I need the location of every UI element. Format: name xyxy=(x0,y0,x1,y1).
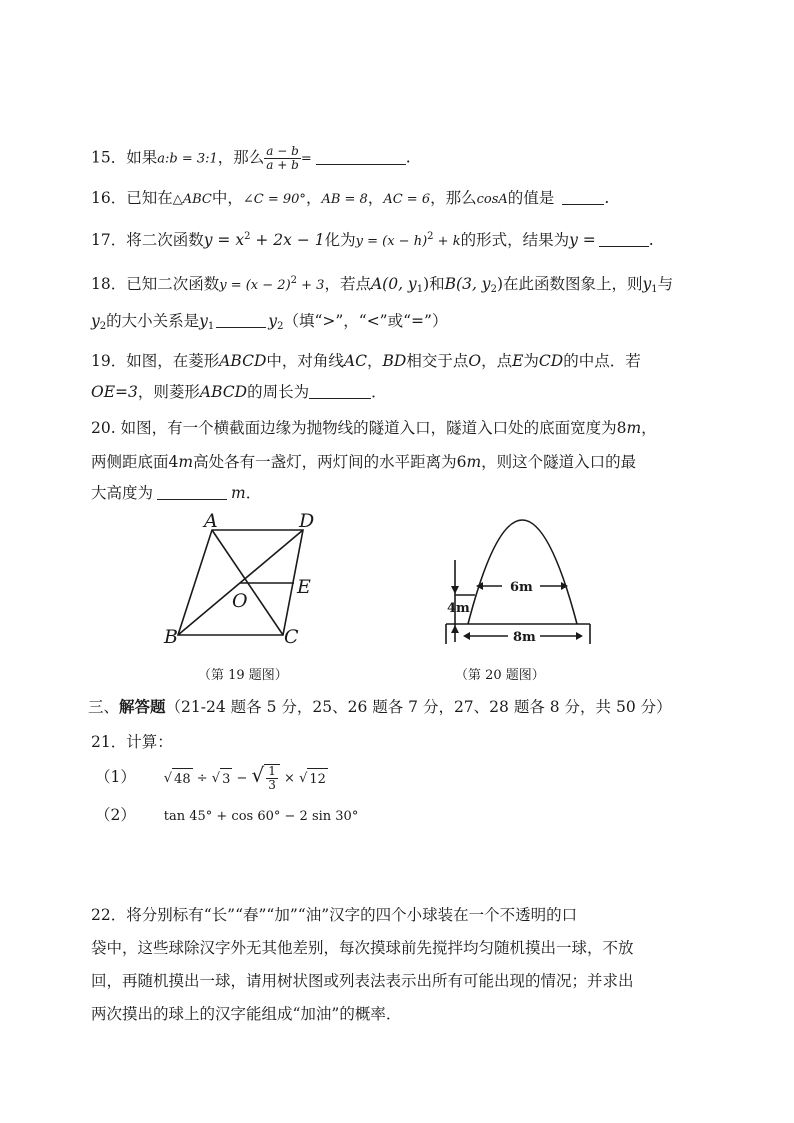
q16-cos: cosA xyxy=(476,192,508,207)
q17-fn-exp: 2 xyxy=(244,231,251,242)
q18-point-b-sub: 2 xyxy=(490,284,497,295)
q18-l2-y2b-sub: 2 xyxy=(277,321,284,332)
figure-20-caption: （第 20 题图） xyxy=(455,668,545,683)
arrow-left-8m-icon xyxy=(463,632,470,640)
q18-fn-a: y = (x − 2) xyxy=(219,278,291,293)
q19-abcd2: ABCD xyxy=(199,383,248,401)
q21-sqrt-third: √ $\frac{1}{3}$ xyxy=(252,764,280,792)
q21-p2-expr: tan 45° + cos 60° − 2 sin 30° xyxy=(163,809,359,824)
q18-prefix: 18．已知二次函数 xyxy=(91,275,220,293)
q19-bd: BD xyxy=(382,352,407,370)
q18-l2-y2-sub: 2 xyxy=(99,321,107,332)
q16-comma2: ， xyxy=(367,189,384,207)
q16-answer-blank[interactable] xyxy=(562,190,604,205)
q18-l2-y2b: y xyxy=(268,312,278,330)
q19-l1f: 为 xyxy=(523,352,539,370)
q16-triangle: △ABC xyxy=(172,192,212,207)
q20-dot: ． xyxy=(245,484,262,502)
q15-equals: = xyxy=(300,151,312,167)
q19-e: E xyxy=(512,352,524,370)
section-3-title: 解答题 xyxy=(119,697,166,716)
q21-sqrt-12: √ 12 xyxy=(299,768,328,791)
q20-l2b: 高处各有一盏灯，两灯间的水平距离为6 xyxy=(193,453,467,471)
q20-answer-blank[interactable] xyxy=(157,485,227,500)
q18-l2-end: （填“>”，“<”或“=”） xyxy=(283,312,448,330)
q21-p2-label: （2） xyxy=(95,806,136,824)
q18-point-a-end: ) xyxy=(423,275,430,293)
q20-m4: m xyxy=(231,484,246,502)
q18-y1-sub: 1 xyxy=(651,284,658,295)
q19-o: O xyxy=(468,352,482,370)
q19-abcd: ABCD xyxy=(219,352,267,370)
arrow-down-icon xyxy=(451,586,459,594)
q18-l2-y1: y xyxy=(199,312,208,330)
q19-cd: CD xyxy=(538,352,564,370)
q18-answer-blank[interactable] xyxy=(216,313,266,328)
question-18-line2 xyxy=(91,310,447,338)
question-22-line2: 袋中，这些球除汉字外无其他差别，每次摸球前先搅拌均匀随机摸出一球，不放 xyxy=(91,939,634,957)
q16-ac: AC = 6 xyxy=(383,192,431,207)
q19-l1b: 中，对角线 xyxy=(266,352,344,370)
q21-sqrt-48: √ 48 xyxy=(164,768,193,791)
q16-angle: ∠C = 90° xyxy=(242,192,306,207)
q17-form-a: y = (x − h) xyxy=(355,234,428,249)
label-8m: 8m xyxy=(513,630,536,645)
q21-p1-c: 12 xyxy=(307,768,328,791)
q20-l1: 20. 如图，有一个横截面边缘为抛物线的隧道入口，隧道入口处的底面宽度为8 xyxy=(91,419,627,437)
q16-mid1: 中， xyxy=(211,189,243,207)
figure-20-tunnel xyxy=(440,512,600,657)
q18-yu: 与 xyxy=(657,275,674,293)
question-15 xyxy=(91,145,411,172)
section-3-header xyxy=(88,696,672,718)
q21-p1-div: ÷ xyxy=(192,771,212,786)
q15-answer-blank[interactable] xyxy=(316,150,406,165)
q19-l1a: 19．如图，在菱形 xyxy=(91,352,220,370)
q16-prefix: 16．已知在 xyxy=(91,189,173,207)
q18-y1: y xyxy=(642,275,652,293)
q15-denominator: a + b xyxy=(266,158,299,172)
q17-mid: 化为 xyxy=(324,231,356,249)
section-3-desc: （21-24 题各 5 分，25、26 题各 7 分，27、28 题各 8 分，共 50 分） xyxy=(165,698,672,716)
q17-form-exp: 2 xyxy=(427,231,434,242)
question-21-part2 xyxy=(95,804,358,828)
section-3-prefix: 三、 xyxy=(88,698,120,716)
q15-prefix: 15．如果 xyxy=(91,148,158,167)
q20-l2c: ，则这个隧道入口的最 xyxy=(481,453,637,471)
q19-ac: AC xyxy=(343,352,367,370)
label-e: E xyxy=(297,576,311,598)
q21-p1-b: 3 xyxy=(220,768,232,791)
label-b: B xyxy=(164,626,178,648)
q17-answer-blank[interactable] xyxy=(599,232,649,247)
question-21-part1 xyxy=(95,764,328,792)
q19-answer-blank[interactable] xyxy=(309,384,371,399)
q17-fn-y: y xyxy=(203,231,213,249)
parabola-curve xyxy=(468,520,577,624)
q18-l2-y2: y xyxy=(91,312,100,330)
q18-point-b: B(3, y xyxy=(444,275,491,293)
question-19-line1 xyxy=(91,350,641,372)
question-19-line2 xyxy=(91,381,387,403)
question-22-line1: 22．将分别标有“长”“春”“加”“油”汉字的四个小球装在一个不透明的口 xyxy=(91,906,578,924)
label-4m: 4m xyxy=(447,601,470,616)
q17-prefix: 17．将二次函数 xyxy=(91,231,204,249)
q21-p1-num: 1 xyxy=(268,764,276,778)
q17-fn-rest: + 2x − 1 xyxy=(250,231,325,249)
q20-l2a: 两侧距底面4 xyxy=(91,453,179,471)
q19-l1d: 相交于点 xyxy=(406,352,469,370)
q15-numerator: a − b xyxy=(266,144,299,158)
q20-l1e: ， xyxy=(641,419,657,437)
q21-p1-times: × xyxy=(279,771,300,786)
q15-end: . xyxy=(405,148,411,167)
q18-and: 和 xyxy=(429,275,445,293)
q15-condition: a:b = 3:1 xyxy=(157,151,218,167)
question-20-line3 xyxy=(91,482,261,504)
label-c: C xyxy=(284,626,299,648)
q18-l2-mid: 的大小关系是 xyxy=(106,312,200,330)
q19-dot: ． xyxy=(371,383,387,401)
question-18-line1 xyxy=(91,270,673,301)
q16-ab: AB = 8 xyxy=(321,192,368,207)
q18-line1-end: 在此函数图象上，则 xyxy=(503,275,643,293)
question-16 xyxy=(91,187,609,211)
question-22-line4: 两次摸出的球上的汉字能组成“加油”的概率． xyxy=(91,1005,402,1023)
q19-l2b: ，则菱形 xyxy=(137,383,200,401)
q21-p1-den: 3 xyxy=(268,778,276,792)
q18-fn-b: + 3 xyxy=(297,278,325,293)
q19-l1e: ，点 xyxy=(481,352,513,370)
q19-l2c: 的周长为 xyxy=(247,383,310,401)
q16-end: 的值是 xyxy=(507,189,555,207)
q20-m3: m xyxy=(466,453,482,471)
q15-mid: ，那么 xyxy=(217,148,265,167)
q18-fn-exp: 2 xyxy=(290,275,298,286)
q16-mid2: ，那么 xyxy=(430,189,477,207)
q17-form-b: + k xyxy=(433,234,461,249)
question-20-line2 xyxy=(91,451,636,473)
label-6m: 6m xyxy=(510,580,533,595)
q17-end: 的形式，结果为 xyxy=(460,231,570,249)
question-20-line1 xyxy=(91,417,657,439)
q19-oe: OE=3 xyxy=(91,383,138,401)
q21-p1-minus: − xyxy=(232,771,252,786)
q16-dot: . xyxy=(604,189,610,207)
q20-l3: 大高度为 xyxy=(91,484,154,502)
label-o: O xyxy=(232,590,248,612)
q18-mid: ，若点 xyxy=(324,275,371,293)
question-22-line3: 回，再随机摸出一球，请用树状图或列表法表示出所有可能出现的情况；并求出 xyxy=(91,972,634,990)
q17-fn-eq: = x xyxy=(212,231,245,249)
label-d: D xyxy=(299,510,315,532)
arrow-right-8m-icon xyxy=(576,632,583,640)
arrow-up-icon xyxy=(451,625,459,633)
figure-19-rhombus xyxy=(160,510,340,655)
q20-m2: m xyxy=(178,453,194,471)
q21-sqrt-3: √ 3 xyxy=(212,768,233,791)
q18-point-a: A(0, y xyxy=(370,275,417,293)
figure-19-caption: （第 19 题图） xyxy=(198,668,288,683)
q19-l1c: ， xyxy=(366,352,383,370)
q15-fraction xyxy=(264,145,301,172)
q17-dot: . xyxy=(648,231,654,249)
label-a: A xyxy=(204,510,218,532)
question-17 xyxy=(91,226,654,253)
q18-point-b-end: ) xyxy=(496,275,503,293)
q16-comma1: ， xyxy=(305,189,322,207)
q20-m1: m xyxy=(626,419,642,437)
q18-point-a-sub: 1 xyxy=(416,284,424,295)
q17-y-eq: y = xyxy=(569,231,596,249)
question-21-title: 21．计算： xyxy=(91,733,173,751)
q21-p1-a: 48 xyxy=(172,768,193,791)
q21-p1-label: （1） xyxy=(95,768,136,786)
q18-l2-y1-sub: 1 xyxy=(207,321,215,332)
q19-l1g: 的中点．若 xyxy=(563,352,641,370)
